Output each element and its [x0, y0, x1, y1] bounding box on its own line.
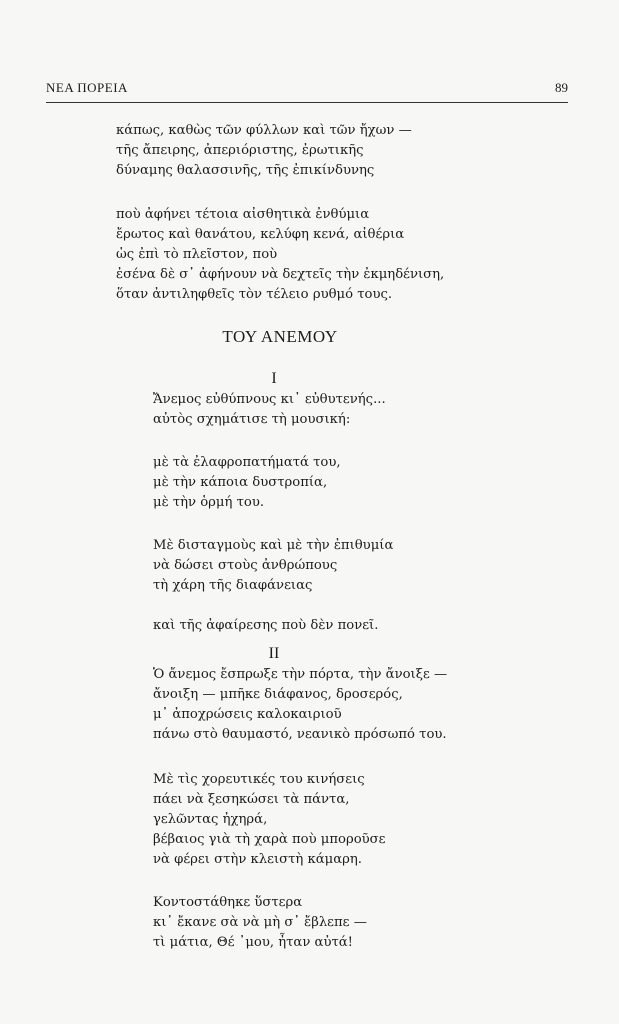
- verse-line: ἄνοιξη — μπῆκε διάφανος, δροσερός,: [153, 687, 403, 702]
- poem-title: ΤΟΥ ΑΝΕΜΟΥ: [222, 327, 338, 346]
- verse-line: βέβαιος γιὰ τὴ χαρὰ ποὺ μποροῦσε: [153, 832, 386, 847]
- verse-line: καὶ τῆς ἀφαίρεσης ποὺ δὲν πονεῖ.: [153, 618, 379, 633]
- verse-line: ἔρωτος καὶ θανάτου, κελύφη κενά, αἰθέρια: [116, 227, 405, 242]
- verse-line: Μὲ δισταγμοὺς καὶ μὲ τὴν ἐπιθυμία: [153, 538, 394, 553]
- verse-line: κι᾽ ἔκανε σὰ νὰ μὴ σ᾽ ἔβλεπε —: [153, 915, 367, 930]
- verse-line: τὴ χάρη τῆς διαφάνειας: [153, 578, 313, 593]
- verse-line: πάει νὰ ξεσηκώσει τὰ πάντα,: [153, 792, 350, 807]
- verse-line: πάνω στὸ θαυμαστό, νεανικὸ πρόσωπό του.: [153, 727, 447, 742]
- verse-line: νὰ φέρει στὴν κλειστὴ κάμαρη.: [153, 852, 362, 867]
- page-number: 89: [555, 80, 568, 95]
- verse-line: αὐτὸς σχημάτισε τὴ μουσική:: [153, 412, 351, 427]
- verse-line: τὶ μάτια, Θέ ᾽μου, ἦταν αὐτά!: [153, 935, 353, 950]
- verse-line: νὰ δώσει στοὺς ἀνθρώπους: [153, 558, 338, 573]
- verse-line: μὲ τὴν ὁρμή του.: [153, 495, 265, 510]
- verse-line: ποὺ ἀφήνει τέτοια αἰσθητικὰ ἐνθύμια: [116, 207, 370, 222]
- verse-line: Ὁ ἄνεμος ἔσπρωξε τὴν πόρτα, τὴν ἄνοιξε —: [153, 667, 448, 682]
- verse-line: Ἄνεμος εὐθύπνους κι᾽ εὐθυτενής...: [153, 392, 386, 407]
- running-header: [46, 80, 568, 103]
- verse-line: ἐσένα δὲ σ᾽ ἀφήνουν νὰ δεχτεῖς τὴν ἐκμηδένιση,: [116, 267, 445, 282]
- verse-line: Κοντοστάθηκε ὕστερα: [153, 895, 303, 910]
- verse-line: μ᾽ ἀποχρώσεις καλοκαιριοῦ: [153, 707, 342, 722]
- section-numeral-2: II: [268, 645, 280, 662]
- verse-line: τῆς ἄπειρης, ἀπεριόριστης, ἐρωτικῆς: [116, 143, 364, 158]
- running-title: ΝΕΑ ΠΟΡΕΙΑ: [46, 80, 128, 95]
- verse-line: ὅταν ἀντιληφθεῖς τὸν τέλειο ρυθμό τους.: [116, 287, 393, 302]
- verse-line: γελῶντας ἠχηρά,: [153, 812, 268, 827]
- verse-line: κάπως, καθὼς τῶν φύλλων καὶ τῶν ἤχων —: [116, 123, 412, 138]
- verse-line: ὡς ἐπὶ τὸ πλεῖστον, ποὺ: [116, 247, 278, 262]
- verse-line: δύναμης θαλασσινῆς, τῆς ἐπικίνδυνης: [116, 163, 375, 178]
- section-numeral-1: I: [271, 370, 277, 387]
- verse-line: μὲ τὴν κάποια δυστροπία,: [153, 475, 328, 490]
- verse-line: μὲ τὰ ἐλαφροπατήματά του,: [153, 455, 341, 470]
- verse-line: Μὲ τὶς χορευτικές του κινήσεις: [153, 772, 365, 787]
